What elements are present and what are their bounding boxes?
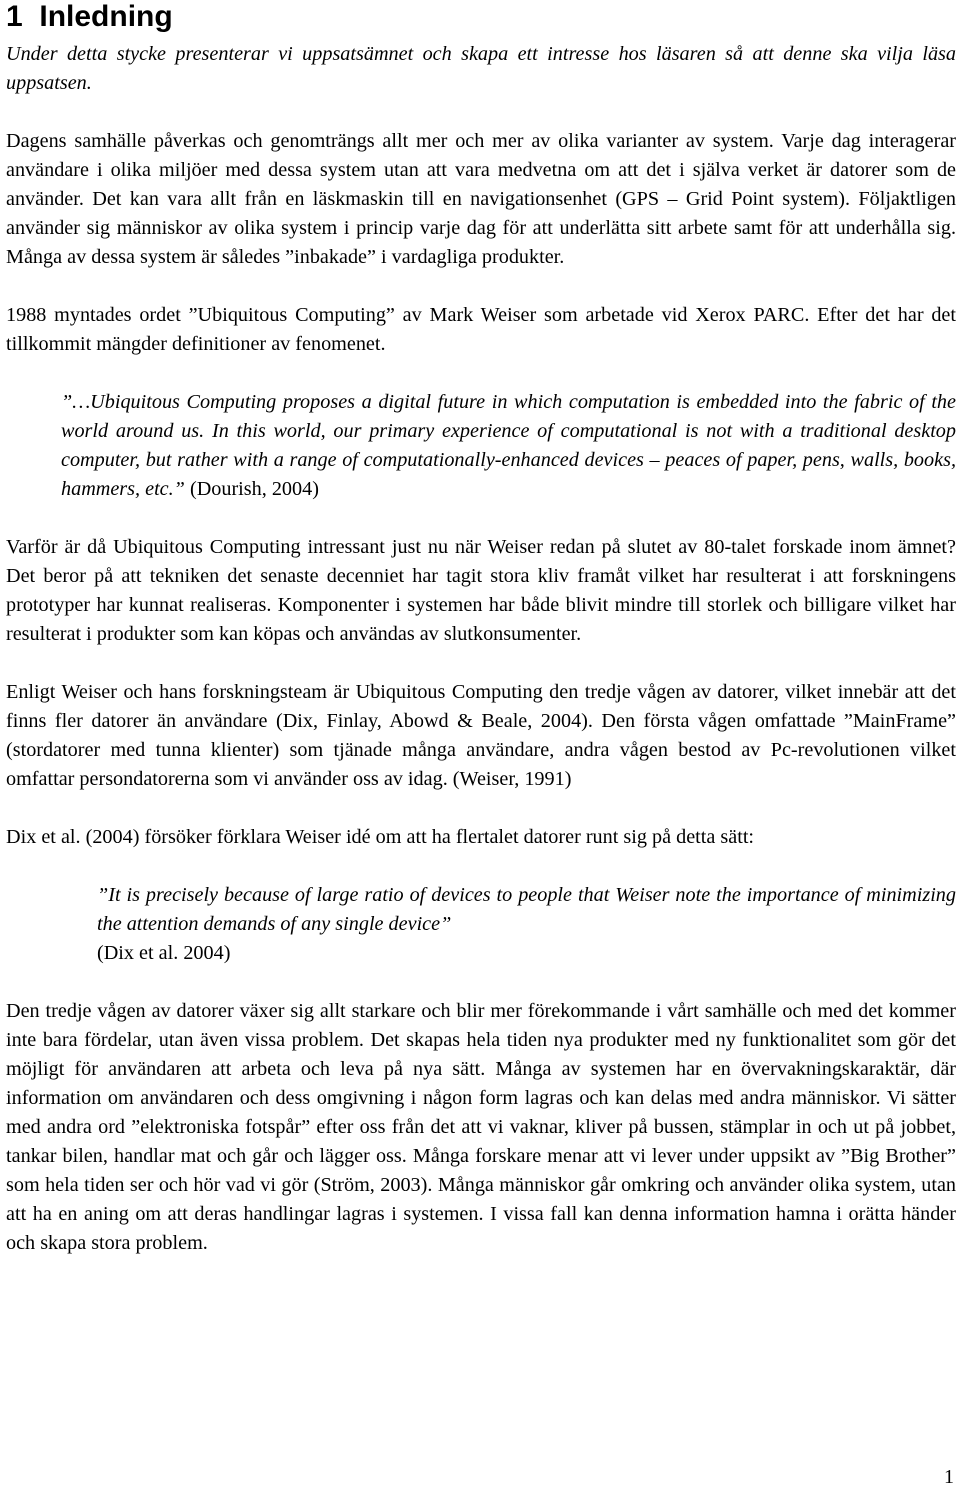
quote-dourish bbox=[61, 388, 956, 504]
quote-dourish-text: ”…Ubiquitous Computing proposes a digital future in which computation is embedded into the fabric of the world around us. In this world, our primary experience of computational is not with a traditional desktop computer, but rather with a range of computationally-enhanced devices – peaces of paper, pens, walls, books, hammers, etc.” bbox=[61, 391, 956, 500]
paragraph-5: Enligt Weiser och hans forskningsteam är Ubiquitous Computing den tredje vågen av datorer, vilket innebär att det finns fler datorer än användare (Dix, Finlay, Abowd & Beale, 2004). Den första vågen omfattade ”MainFrame” (stordatorer med tunna klienter) som tjänade många användare, andra vågen bestod av Pc-revolutionen vilket omfattar persondatorerna som vi använder oss av idag. (Weiser, 1991) bbox=[6, 681, 956, 790]
quote-dix bbox=[97, 881, 956, 968]
paragraph-4: Varför är då Ubiquitous Computing intressant just nu när Weiser redan på slutet av 80-talet forskade inom ämnet? Det beror på att tekniken det senaste decenniet har tagit stora kliv framåt vilket har resulterat i att forskningens prototyper har kunnat realiseras. Komponenter i systemen har både blivit mindre till storlek och billigare vilket har resulterat i produkter som kan köpas och användas av slutkonsumenter. bbox=[6, 536, 956, 645]
quote-dix-text: ”It is precisely because of large ratio of devices to people that Weiser note the importance of minimizing the attention demands of any single device” bbox=[97, 884, 956, 935]
quote-dix-citation: (Dix et al. 2004) bbox=[97, 942, 231, 964]
document-page bbox=[6, 0, 956, 1258]
paragraph-8: Den tredje vågen av datorer växer sig allt starkare och blir mer förekommande i vårt samhälle och med det kommer inte bara fördelar, utan även vissa problem. Det skapas hela tiden nya produkter med ny funktionalitet som gör det möjligt för användaren att arbeta och leva på nya sätt. Många av systemen har en övervakningskaraktär, där information om användaren och dess omgivning i någon form lagras och kan delas med andra människor. Vi sätter med andra ord ”elektroniska fotspår” efter oss från det att vi vaknar, kliver på bussen, stämplar in och ut på jobbet, tankar bilen, handlar mat och går och lägger oss. Många forskare menar att vi lever under uppsikt av ”Big Brother” som hela tiden ser och hör vad vi gör (Ström, 2003). Många människor går omkring och använder olika system, utan att ha en aning om att deras handlingar lagras i systemen. I vissa fall kan denna information hamna i orätta händer och skapa stora problem. bbox=[6, 1000, 956, 1254]
paragraph-2: 1988 myntades ordet ”Ubiquitous Computing” av Mark Weiser som arbetade vid Xerox PARC. Efter det har det tillkommit mängder definitioner av fenomenet. bbox=[6, 304, 956, 355]
paragraph-6: Dix et al. (2004) försöker förklara Weiser idé om att ha flertalet datorer runt sig på detta sätt: bbox=[6, 826, 755, 848]
paragraph-1: Dagens samhälle påverkas och genomträngs allt mer och mer av olika varianter av system. Varje dag interagerar användare i olika miljöer med dessa system utan att vara medvetna om att det i själva verket är datorer som de använder. Det kan vara allt från en läskmaskin till en navigationsenhet (GPS – Grid Point system). Följaktligen använder sig människor av olika system i princip varje dag för att underlätta sitt arbete samt för att underhålla sig. Många av dessa system är således ”inbakade” i vardagliga produkter. bbox=[6, 130, 956, 268]
quote-dourish-citation: (Dourish, 2004) bbox=[189, 478, 319, 500]
section-title: Inledning bbox=[39, 0, 173, 33]
intro-paragraph: Under detta stycke presenterar vi uppsatsämnet och skapa ett intresse hos läsaren så att denne ska vilja läsa uppsatsen. bbox=[6, 43, 956, 94]
section-heading bbox=[6, 0, 956, 34]
page-number: 1 bbox=[944, 1466, 954, 1488]
section-number: 1 bbox=[6, 0, 23, 33]
